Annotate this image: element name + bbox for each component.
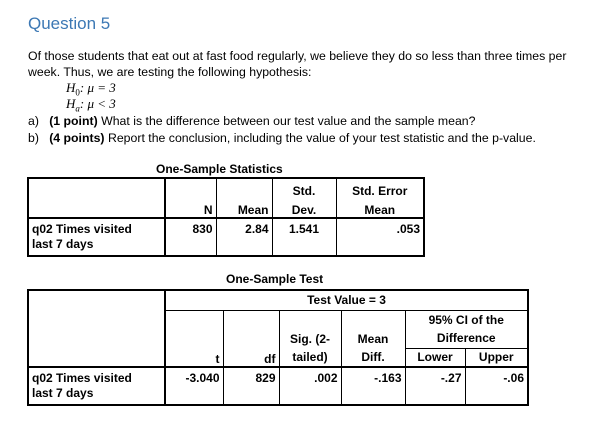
ha-subscript: a xyxy=(75,103,80,114)
test-corner-cell xyxy=(28,290,165,367)
stats-value-stderr: .053 xyxy=(336,218,424,256)
part-a-points: (1 point) xyxy=(49,114,98,128)
part-b-prefix: b) xyxy=(28,131,39,145)
stats-row-label-1: q02 Times visited xyxy=(32,222,132,236)
test-header-sig-1: Sig. (2- xyxy=(289,332,330,346)
test-ci-header-2: Difference xyxy=(405,329,528,348)
stats-row-label-2: last 7 days xyxy=(32,237,94,251)
stats-header-empty xyxy=(216,178,272,198)
stats-row-label xyxy=(28,218,165,256)
one-sample-statistics-table xyxy=(27,177,425,257)
stats-header-stddev-1: Std. xyxy=(272,178,336,198)
test-value-sig: .002 xyxy=(279,367,341,405)
part-b-text: Report the conclusion, including the value of your test statistic and the p-value. xyxy=(107,131,536,145)
stats-value-stddev: 1.541 xyxy=(272,218,336,256)
stats-value-mean: 2.84 xyxy=(216,218,272,256)
h0-symbol: H xyxy=(66,80,76,95)
part-a xyxy=(28,114,475,128)
stats-header-stddev-2: Dev. xyxy=(272,198,336,218)
test-header-mean-diff-1: Mean xyxy=(357,332,389,346)
test-value-t: -3.040 xyxy=(165,367,223,405)
test-value-df: 829 xyxy=(223,367,279,405)
test-header-sig-2: tailed) xyxy=(292,350,328,364)
test-table-title: One-Sample Test xyxy=(226,272,324,286)
one-sample-test-table xyxy=(27,289,529,406)
h0-subscript: 0 xyxy=(75,87,80,98)
part-b-points: (4 points) xyxy=(49,131,105,145)
test-header-lower: Lower xyxy=(405,348,465,367)
h0-expression: : μ = 3 xyxy=(79,80,116,95)
question-paragraph xyxy=(28,48,598,80)
question-title: Question 5 xyxy=(28,14,111,33)
test-header-mean-diff-2: Diff. xyxy=(361,350,385,364)
stats-corner-cell xyxy=(28,178,165,218)
test-value-mean-diff: -.163 xyxy=(341,367,405,405)
part-a-prefix: a) xyxy=(28,114,39,128)
stats-header-stderr-2: Mean xyxy=(336,198,424,218)
test-row-label-1: q02 Times visited xyxy=(32,371,132,385)
test-header-sig xyxy=(279,310,341,367)
paragraph-line-1: Of those students that eat out at fast food regularly, we believe they do so less than three times per xyxy=(28,49,567,63)
test-value-header: Test Value = 3 xyxy=(165,290,528,310)
stats-table-title: One-Sample Statistics xyxy=(156,162,283,176)
stats-header-n: N xyxy=(165,198,216,218)
ha-expression: : μ < 3 xyxy=(79,96,116,111)
part-a-text: What is the difference between our test value and the sample mean? xyxy=(101,114,476,128)
stats-header-empty xyxy=(165,178,216,198)
test-ci-header-1: 95% CI of the xyxy=(405,310,528,329)
paragraph-line-2: week. Thus, we are testing the following hypothesis: xyxy=(28,65,312,79)
part-b xyxy=(28,131,536,145)
test-row-label xyxy=(28,367,165,405)
test-row-label-2: last 7 days xyxy=(32,386,94,400)
test-header-upper: Upper xyxy=(465,348,528,367)
stats-value-n: 830 xyxy=(165,218,216,256)
ha-symbol: H xyxy=(66,96,76,111)
test-header-t: t xyxy=(165,310,223,367)
test-header-mean-diff xyxy=(341,310,405,367)
null-hypothesis xyxy=(66,80,116,98)
test-value-lower: -.27 xyxy=(405,367,465,405)
alternative-hypothesis xyxy=(66,96,116,114)
stats-header-mean: Mean xyxy=(216,198,272,218)
stats-header-stderr-1: Std. Error xyxy=(336,178,424,198)
test-value-upper: -.06 xyxy=(465,367,528,405)
test-header-df: df xyxy=(223,310,279,367)
